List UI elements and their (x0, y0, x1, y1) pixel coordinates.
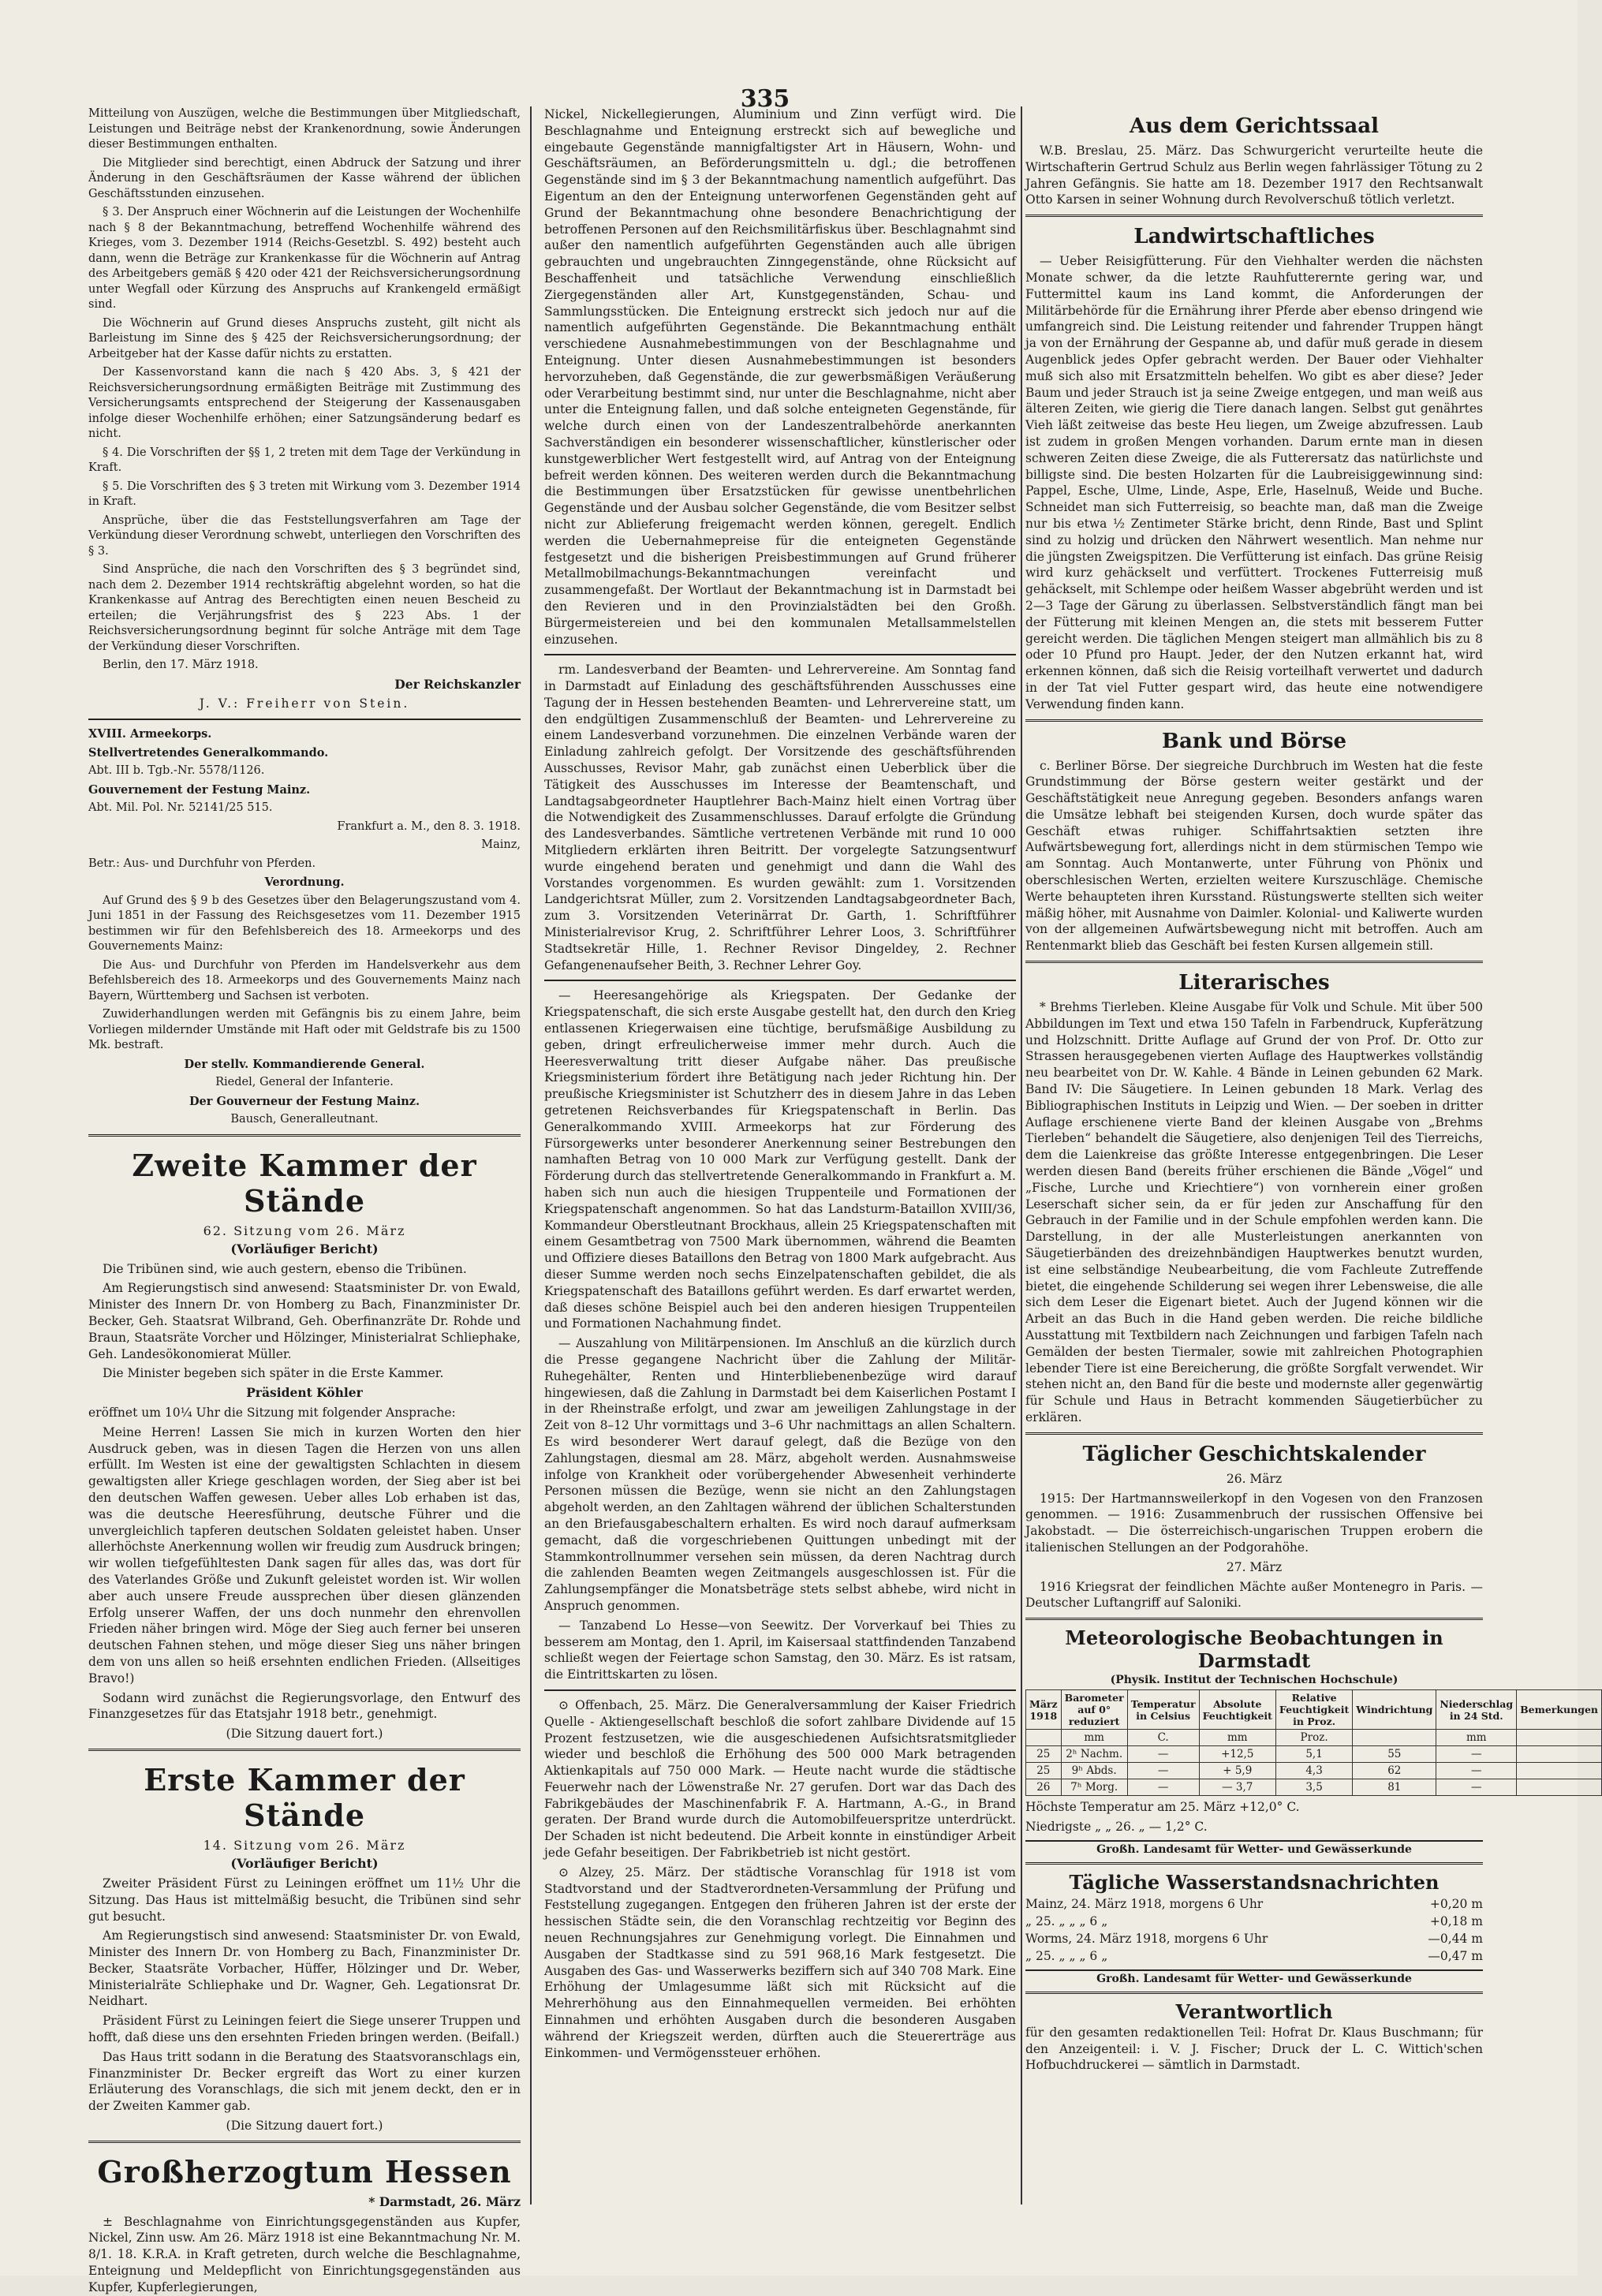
meteo-heading: Meteorologische Beobachtungen in Darmstadt (1065, 1626, 1443, 1673)
table-cell: 26 (1026, 1779, 1062, 1796)
column-left (88, 106, 521, 2294)
dateline: Frankfurt a. M., den 8. 3. 1918. (337, 819, 521, 833)
table-cell: — 3,7 (1199, 1779, 1275, 1796)
dateline: Mainz, (481, 838, 521, 852)
table-cell: +12,5 (1199, 1746, 1275, 1763)
paragraph: Präsident Fürst zu Leiningen feiert die Siege unserer Truppen und hofft, daß diese uns den ersehnten Frieden bringen werden. (Beifall.) (88, 2014, 521, 2045)
table-units-row (1026, 1730, 1602, 1746)
column-header: Barometer auf 0° reduziert (1061, 1690, 1127, 1730)
column-header: März 1918 (1026, 1690, 1062, 1730)
divider (88, 1749, 521, 1751)
column-header: Windrichtung (1353, 1690, 1436, 1730)
paragraph: Das Haus tritt sodann in die Beratung des Staatsvoranschlags ein, Finanzminister Dr. Becker ergreift das Wort zu einer kurzen Erläuterung des Voranschlags, die sich mit jenem deckt, den er in der Zweiten Kammer gab. (88, 2049, 521, 2114)
divider (1025, 1992, 1483, 1994)
wasserstand-footer: Großh. Landesamt für Wetter- und Gewässerkunde (1025, 1969, 1483, 1985)
paragraph: Sodann wird zunächst die Regierungsvorlage, den Entwurf des Finanzgesetzes für das Etatsjahr 1918 betr., genehmigt. (88, 1690, 521, 1722)
table-row (1026, 1746, 1602, 1763)
paragraph: Berlin, den 17. März 1918. (103, 659, 259, 671)
paragraph: § 3. Der Anspruch einer Wöchnerin auf die Leistungen der Wochenhilfe nach § 8 der Bekanntmachung, betreffend Wochenhilfe während des Krieges, vom 3. Dezember 1914 (Reichs-Gesetzbl. S. 492) besteht auch dann, wenn die Beträge zur Krankenkasse für die Wöchnerin auf Antrag des Arbeitgebers gemäß § 420 oder 421 der Reichsversicherungsordnung unter Wegfall oder Kürzung des Anspruchs auf Krankengeld ermäßigt sind. (88, 206, 521, 311)
table-cell (1517, 1763, 1602, 1779)
column-rule (1021, 106, 1022, 2205)
kalender-date: 27. März (1226, 1559, 1283, 1574)
corps-line: Abt. III b. Tgb.-Nr. 5578/1126. (88, 764, 265, 778)
divider (544, 1689, 1016, 1691)
paragraph: Die Minister begeben sich später in die Erste Kammer. (103, 1366, 444, 1381)
report-label: (Vorläufiger Bericht) (230, 1241, 379, 1256)
paragraph: Am Regierungstisch sind anwesend: Staatsminister Dr. von Ewald, Minister des Innern Dr. von Homberg zu Bach, Finanzminister Dr. Becker, Staatsräte Vorbacher, Hüffer, Hölzinger und Dr. Weber, Ministerialräte Schliephake und Dr. Wagner, Geh. Legationsrat Dr. Neidhart. (88, 1928, 521, 2009)
signer-title: Der Reichskanzler (394, 676, 521, 692)
divider (88, 1134, 521, 1137)
signer-name: Riedel, General der Infanterie. (215, 1076, 394, 1089)
corps-line: Stellvertretendes Generalkommando. (88, 745, 329, 760)
table-cell: 81 (1353, 1779, 1436, 1796)
wasserstand-label: „ 25. „ „ „ 6 „ (1025, 1948, 1108, 1963)
paragraph: — Ueber Reisigfütterung. Für den Viehhalter werden die nächsten Monate schwer, da die letzte Rauhfutterernte gering war, und Futtermittel kaum ins Land kommt, die Anforderungen der Militärbehörde für die Ernährung ihrer Pferde aber ebenso dringend wie umfangreich sind. Die Leistung reitender und fahrender Truppen hängt ja von der Ernährung der Gespanne ab, und dafür muß gerade in diesem Augenblick jedes Opfer gebracht werden. Der Bauer oder Viehhalter muß sich also mit Ersatzmitteln behelfen. Wo gibt es aber diese? Jeder Baum und jeder Strauch ist ja seine Zweige entgegen, und man weiß aus älteren Zeiten, wie gierig die Tiere danach langen. Selbst gut genährtes Vieh läßt zeitweise das beste Heu liegen, um Zweige abzufressen. Laub ist zudem in großen Mengen vorhanden. Darum ernte man in diesen schweren Zeiten diese Zweige, die als Futterersatz das natürlichste und billigste sind. Die besten Holzarten für die Laubreisiggewinnung sind: Pappel, Esche, Ulme, Linde, Aspe, Erle, Haselnuß, Weide und Buche. Schneidet man sich Futterreisig, so beachte man, daß man die Zweige nur bis etwa ½ Zentimeter Stärke bricht, denn Rinde, Bast und Splint sind zu holzig und drücken den Nährwert wesentlich. Man nehme nur die jüngsten Zweigspitzen. Die Verfütterung ist einfach. Das grüne Reisig wird kurz gehäckselt und verfüttert. Trockenes Futterreisig muß gehäckselt, mit Schlempe oder heißem Wasser abgebrüht werden und ist 2—3 Tage der Gärung zu überlassen. Selbstverständlich fängt man bei der Fütterung mit kleinen Mengen an, die stets mit besserem Futter gereicht werden. Die täglichen Mengen steigert man allmählich bis zu 8 oder 10 Pfund pro Haupt. Jeder, der den Nutzen erkannt hat, wird erkennen können, daß sich die Reisig vorteilhaft verwertet und dadurch in der Tat viel Futter gespart wird, das heute eine notwendigere Verwendung finden kann. (1025, 254, 1483, 711)
table-cell (1353, 1730, 1436, 1746)
table-cell (1026, 1730, 1062, 1746)
table-cell: 4,3 (1275, 1763, 1352, 1779)
table-cell: — (1127, 1763, 1199, 1779)
table-cell: — (1436, 1779, 1517, 1796)
paragraph: Die Tribünen sind, wie auch gestern, ebenso die Tribünen. (103, 1261, 467, 1276)
table-cell: — (1127, 1746, 1199, 1763)
paragraph: Der Kassenvorstand kann die nach § 420 Abs. 3, § 421 der Reichsversicherungsordnung ermäßigten Beiträge mit Zustimmung des Versicherungsamts entsprechend der Steigerung der Kassenausgaben infolge dieser Wochenhilfe erhöhen; einer Satzungsänderung bedarf es nicht. (88, 366, 521, 440)
corps-line: Gouvernement der Festung Mainz. (88, 782, 311, 797)
divider (1025, 719, 1483, 722)
table-cell: 9ʰ Abds. (1061, 1763, 1127, 1779)
paragraph: Meine Herren! Lassen Sie mich in kurzen Worten den hier Ausdruck geben, was in diesen Tagen die Herzen von uns allen erfüllt. Im Westen ist eine der gewaltigsten Schlachten in diesem gewaltigsten aller Kriege geschlagen worden, der Sieg aber ist bei den deutschen Waffen gewesen. Ueber alles Lob erhaben ist das, was die deutsche Heeresführung, deutsche Führer und die unvergleichlich tapferen deutschen Soldaten geleistet haben. Unser allerhöchste Anerkennung wollen wir freudig zum Ausdruck bringen; wir wollen tiefgefühltesten Dank sagen für alles das, was dort für des Vaterlandes Größe und Zukunft geleistet worden ist. Wir wollen aber auch unsere Freude aussprechen über diesen glänzenden Erfolg unserer Waffen, der uns doch nunmehr den ehrenvollen Frieden näher bringen wird. Möge der Sieg auch ferner bei unseren deutschen Fahnen stehen, und möge dieser Sieg uns näher bringen dem von uns allen so heiß ersehnten endlichen Frieden. (Allseitiges Bravo!) (88, 1424, 521, 1686)
table-cell: — (1127, 1779, 1199, 1796)
signer-title: Der Gouverneur der Festung Mainz. (189, 1094, 420, 1108)
wasserstand-label: Mainz, 24. März 1918, morgens 6 Uhr (1025, 1896, 1264, 1911)
meteo-subheading: (Physik. Institut der Technischen Hochschule) (1110, 1674, 1398, 1687)
table-cell: 55 (1353, 1746, 1436, 1763)
table-cell: — (1436, 1763, 1517, 1779)
divider (544, 654, 1016, 655)
paragraph: Nickel, Nickellegierungen, Aluminium und Zinn verfügt wird. Die Beschlagnahme und Enteignung erstreckt sich auf bewegliche und eingebaute Gegenstände mannigfaltigster Art in Häusern, Wohn- und Geschäftsräumen, an Beförderungsmitteln u. dgl.; die betroffenen Gegenstände sind im § 3 der Bekanntmachung namentlich aufgeführt. Das Eigentum an den der Enteignung unterworfenen Gegenständen geht auf Grund der Bekanntmachung ohne besondere Benachrichtigung der betroffenen Personen auf den Reichsmilitärfiskus über. Beschlagnahmt sind außer den namentlich aufgeführten Gegenständen auch alle übrigen gebrauchten und ungebrauchten Zinngegenstände, ohne Rücksicht auf Beschaffenheit und tatsächliche Verwendung einschließlich Ziergegenständen aller Art, Kunstgegenständen, Schau- und Sammlungsstücken. Die Enteignung erstreckt sich jedoch nur auf die namentlich aufgeführten Gegenstände. Die Bekanntmachung enthält verschiedene Ausnahmebestimmungen von der Beschlagnahme und Enteignung. Unter diesen Ausnahmebestimmungen ist besonders hervorzuheben, daß Gegenstände, die zur gewerbsmäßigen Veräußerung oder Verarbeitung bestimmt sind, nur unter die Beschlagnahme, nicht aber unter die Enteignung fallen, und daß solche enteigneten Gegenstände, für welche durch einen von der Landeszentralbehörde anerkannten Sachverständigen ein besonderer wissenschaftlicher, künstlerischer oder kunstgewerblicher Wert festgestellt wird, auf Antrag von der Enteignung befreit werden können. Des weiteren werden durch die Bekanntmachung die Bestimmungen über Ersatzstücken für gewisse unentbehrlichen Gegenstände und der Ausbau solcher Gegenstände, die vom Besitzer selbst nicht zur Ablieferung freigemacht werden können, geregelt. Endlich werden die Uebernahmepreise für die enteigneten Gegenstände festgesetzt und die bisherigen Preisbestimmungen auf Grund früherer Metallmobilmachungs-Bekanntmachungen vereinfacht und zusammengefaßt. Der Wortlaut der Bekanntmachung ist in Darmstadt bei den Revieren und in den Provinzialstädten bei den Großh. Bürgermeistereien und bei den kommunalen Metallsammelstellen einzusehen. (544, 107, 1016, 647)
wasserstand-label: „ 25. „ „ „ 6 „ (1025, 1913, 1108, 1928)
paragraph: Die Wöchnerin auf Grund dieses Anspruchs zusteht, gilt nicht als Barleistung im Sinne des § 425 der Reichsversicherungsordnung; der Arbeitgeber hat der Kasse dafür nichts zu erstatten. (88, 316, 521, 360)
meteo-footer: Großh. Landesamt für Wetter- und Gewässerkunde (1025, 1840, 1483, 1856)
paragraph: * Brehms Tierleben. Kleine Ausgabe für Volk und Schule. Mit über 500 Abbildungen im Text und etwa 150 Tafeln in Farbendruck, Kupferätzung und Holzschnitt. Dritte Auflage auf Grund der von Prof. Dr. Otto zur Strassen herausgegebenen vierten Auflage des Hauptwerkes vollständig neu bearbeitet von Dr. W. Kahle. 4 Bände in Leinen gebunden 62 Mark. Band IV: Die Säugetiere. In Leinen gebunden 18 Mark. Verlag des Bibliographischen Instituts in Leipzig und Wien. — Der soeben in dritter Auflage erschienene vierte Band der kleinen Ausgabe von „Brehms Tierleben“ behandelt die Säugetiere, also denjenigen Teil des Tierreichs, dem die Laienkreise das größte Interesse entgegenbringen. Die Leser werden diesen Band (bereits früher erschienen die Bände „Vögel“ und „Fische, Lurche und Kriechtiere“) von vornherein einer großen Leserschaft sicher sein, da er für jeden zur Anschaffung für den Gebrauch in der Familie und in der Schule empfohlen werden kann. Die Darstellung, in der alle Musterleistungen anerkannten von Säugetierbänden des dreizehnbändigen Hauptwerkes benutzt wurden, ist eine selbständige Neubearbeitung, die vom Fachleute Zutreffende bietet, die eingehende Schilderung sei wegen ihrer Lebensweise, die alle sich dem Leser die Eigenart bietet. Auch der Jugend können wir die Arbeit an das Buch in die Hand geben werden. Die reiche bildliche Ausstattung mit Textbildern nach Zeichnungen und farbigen Tafeln nach Gemälden der besten Tiermaler, sowie mit zahlreichen Photographien lebender Tiere ist eine Bereicherung, die größte Sorgfalt verwendet. Wir stehen nicht an, den Band für die beste und modernste aller gegenwärtig für Schule und Haus in Betracht kommenden Säugetierbücher zu erklären. (1025, 1000, 1483, 1424)
continuation-note: (Die Sitzung dauert fort.) (226, 1727, 383, 1742)
wasserstand-value: —0,44 m (1428, 1931, 1483, 1946)
temperature-low: Niedrigste „ „ 26. „ — 1,2° C. (1025, 1819, 1208, 1834)
corps-header (88, 726, 521, 1128)
paragraph: eröffnet um 10¼ Uhr die Sitzung mit folgender Ansprache: (88, 1405, 456, 1420)
corps-line: XVIII. Armeekorps. (88, 727, 212, 741)
signer-name: J. V.: Freiherr von Stein. (199, 696, 410, 711)
gericht-heading: Aus dem Gerichtssaal (1130, 114, 1379, 138)
report-label: (Vorläufiger Bericht) (230, 1855, 379, 1871)
column-middle (544, 106, 1016, 2236)
paragraph: — Auszahlung von Militärpensionen. Im Anschluß an die kürzlich durch die Presse gegangene Nachricht über die Zahlung der Militär-Ruhegehälter, Renten und Hinterbliebenenbezüge wird darauf hingewiesen, daß die Zahlung in Darmstadt bei dem Kaiserlichen Postamt I in der Rheinstraße erfolgt, und zwar am jeweiligen Zahlungstage in der Zeit von 8–12 Uhr vormittags und 3–6 Uhr nachmittags an allen Schaltern. Es wird besonderer Wert darauf gelegt, daß die Bezüge von den Zahlungstagen, diesmal am 28. März, abgeholt werden. Ausnahmsweise infolge von Krankheit oder vorübergehender Abwesenheit verhinderte Personen müssen die Bezüge, wenn sie nicht an den Zahlungstagen abgeholt werden, an den Zahltagen während der üblichen Schalterstunden an den Briefausgabeschaltern erhalten. Es wird noch darauf aufmerksam gemacht, daß die vorgeschriebenen Quittungen unbedingt mit der Stammkontrollnummer versehen sein müssen, da deren Nachtrag durch die zahlenden Beamten wegen Zeitmangels ausgeschlossen ist. Für die Zahlungsempfänger die Monatsbeträge stets selbst abhebe, wird nicht in Anspruch genommen. (544, 1336, 1016, 1613)
paragraph: Die Mitglieder sind berechtigt, einen Abdruck der Satzung und ihrer Änderung in den Geschäftsräumen der Kasse während der üblichen Geschäftsstunden einzusehen. (88, 156, 521, 200)
divider (1025, 215, 1483, 217)
table-header-row (1026, 1690, 1602, 1730)
paragraph: rm. Landesverband der Beamten- und Lehrervereine. Am Sonntag fand in Darmstadt auf Einladung des geschäftsführenden Ausschusses eine Tagung der in Hessen bestehenden Beamten- und Lehrervereine statt, um den endgültigen Zusammenschluß der Beamten- und Lehrervereine zu einem Landesverband vorzunehmen. Die einzelnen Verbände waren der Einladung zahlreich gefolgt. Der Vorsitzende des geschäftsführenden Ausschusses, Revisor Mahr, gab zunächst einen Ueberblick über die Tätigkeit des Ausschusses im Interesse der Beamtenschaft, und Landtagsabgeordneter Hauptlehrer Bach-Mainz hielt einen Vortrag über die Notwendigkeit des Zusammenschlusses. Darauf erfolgte die Gründung des Landesverbandes. Sämtliche vertretenen Verbände mit rund 10 000 Mitgliedern erklärten ihren Beitritt. Der vorgelegte Satzungsentwurf wurde eingehend beraten und genehmigt und dann die Wahl des Vorstandes vorgenommen. Es wurden gewählt: zum 1. Vorsitzenden Landgerichtsrat Müller, zum 2. Vorsitzenden Landtagsabgeordneter Bach, zum 3. Vorsitzenden Veterinärrat Dr. Garth, 1. Schriftführer Ministerialrevisor Krug, 2. Schriftführer Lehrer Loos, 3. Schriftführer Stadtsekretär Hille, 1. Rechner Revisor Dingeldey, 2. Rechner Gefangenenaufseher Beith, 3. Rechner Lehrer Goy. (544, 663, 1016, 973)
hessen-heading: Großherzogtum Hessen (97, 2153, 512, 2190)
table-cell: 5,1 (1275, 1746, 1352, 1763)
kalender-heading: Täglicher Geschichtskalender (1082, 1442, 1426, 1466)
verantwortlich-heading: Verantwortlich (1175, 1999, 1333, 2023)
temperature-high: Höchste Temperatur am 25. März +12,0° C. (1025, 1800, 1300, 1815)
divider (1025, 961, 1483, 963)
table-cell: 2ʰ Nachm. (1061, 1746, 1127, 1763)
kalender-date: 26. März (1226, 1471, 1283, 1486)
paragraph: 1916 Kriegsrat der feindlichen Mächte außer Montenegro in Paris. — Deutscher Luftangriff auf Saloniki. (1025, 1579, 1483, 1611)
section-heading: Verordnung. (264, 875, 345, 890)
table-cell: 62 (1353, 1763, 1436, 1779)
erste-kammer-heading: Erste Kammer der Stände (144, 1761, 465, 1833)
paragraph: Zweiter Präsident Fürst zu Leiningen eröffnet um 11½ Uhr die Sitzung. Das Haus ist mittelmäßig besucht, die Tribünen sind sehr gut besucht. (88, 1876, 521, 1924)
column-header: Bemerkungen (1517, 1690, 1602, 1730)
paragraph: c. Berliner Börse. Der siegreiche Durchbruch im Westen hat die feste Grundstimmung der Börse gestern weiter gestärkt und der Geschäftstätigkeit neue Anregung gegeben. Besonders anfangs waren die Umsätze lebhaft bei steigenden Kursen, doch wurde später das Geschäft etwas ruhiger. Schiffahrtsaktien setzten ihre Aufwärtsbewegung fort, allerdings nicht in dem stürmischen Tempo wie am Sonntag. Auch Montanwerte, unter Führung von Phönix und oberschlesischen Werten, erzielten weitere Kurszuschläge. Chemische Werte behaupteten ihren Kursstand. Rüstungswerte stellten sich weiter mäßig höher, mit Ausnahme von Daimler. Kolonial- und Kaliwerte wurden von der allgemeinen Aufwärtsbewegung nicht mit betroffen. Auch am Rentenmarkt blieb das Geschäft bei festen Kursen allgemein still. (1025, 758, 1483, 954)
paragraph: Sind Ansprüche, die nach den Vorschriften des § 3 begründet sind, nach dem 2. Dezember 1914 rechtskräftig abgelehnt worden, so hat die Krankenkasse auf Antrag des Berechtigten einen neuen Bescheid zu erteilen; die Verjährungsfrist des § 223 Abs. 1 der Reichsversicherungsordnung beginnt für solche Anträge mit dem Tage der Verkündung dieser Vorschriften. (88, 563, 521, 653)
column-header: Absolute Feuchtigkeit (1199, 1690, 1275, 1730)
column-right (1025, 106, 1599, 2236)
divider (1025, 1862, 1483, 1865)
divider (1025, 1618, 1483, 1620)
table-cell: 3,5 (1275, 1779, 1352, 1796)
paragraph: Am Regierungstisch sind anwesend: Staatsminister Dr. von Ewald, Minister des Innern Dr. von Homberg zu Bach, Finanzminister Dr. Becker, Geh. Staatsrat Wilbrand, Geh. Oberfinanzräte Dr. Rohde und Braun, Staatsräte Vorcher und Hölzinger, Ministerialrat Schliephake, Geh. Landesökonomierat Müller. (88, 1281, 521, 1361)
landwirtschaft-heading: Landwirtschaftliches (1133, 225, 1375, 249)
speaker-heading: Präsident Köhler (246, 1385, 363, 1401)
table-cell: mm (1436, 1730, 1517, 1746)
table-cell: mm (1061, 1730, 1127, 1746)
table-cell: 25 (1026, 1763, 1062, 1779)
wasserstand-value: —0,47 m (1428, 1948, 1483, 1963)
divider (88, 2141, 521, 2143)
wasserstand-value: +0,18 m (1429, 1913, 1483, 1928)
divider (544, 980, 1016, 981)
paragraph: ± Beschlagnahme von Einrichtungsgegenständen aus Kupfer, Nickel, Zinn usw. Am 26. März 1918 ist eine Bekanntmachung Nr. M. 8/1. 18. K.R.A. in Kraft getreten, durch welche die Beschlagnahme, Enteignung und Meldepflicht von Einrichtungsgegenständen aus Kupfer, Kupferlegierungen, (88, 2214, 521, 2294)
subject-line: Betr.: Aus- und Durchfuhr von Pferden. (88, 857, 316, 870)
paragraph: Zuwiderhandlungen werden mit Gefängnis bis zu einem Jahre, beim Vorliegen mildernder Umstände mit Haft oder mit Geldstrafe bis zu 1500 Mk. bestraft. (88, 1008, 521, 1052)
paragraph: ⊙ Alzey, 25. März. Der städtische Voranschlag für 1918 ist vom Stadtvorstand und der Stadtverordneten-Versammlung der Prüfung und Feststellung zugegangen. Entgegen den früheren Jahren ist der erste der hessischen Städte sein, die den Voranschlag rechtzeitig vor Beginn des neuen Rechnungsjahres zur Genehmigung vorlegt. Die Einnahmen und Ausgaben der Stadtkasse sind zu 591 968,16 Mark festgesetzt. Die Ausgaben des Gas- und Wasserwerks beziffern sich auf 340 708 Mark. Eine Erhöhung der Umlagesumme läßt sich mit Rücksicht auf die Mehrerhöhung aus den Einnahmequellen vermeiden. Bei erhöhten Einnahmen und erhöhten Ausgaben durch die besonderen Ausgaben während der Kriegszeit werden, dürften auch die Steuererträge aus Einkommen- und Vermögenssteuer erhöhen. (544, 1865, 1016, 2060)
dateline: * Darmstadt, 26. März (368, 2193, 521, 2209)
column-header: Relative Feuchtigkeit in Proz. (1275, 1690, 1352, 1730)
paragraph: — Heeresangehörige als Kriegspaten. Der Gedanke der Kriegspatenschaft, die sich erste Ausgabe gestellt hat, den durch den Krieg entlassenen Kriegerwaisen eine tüchtige, berufsmäßige Ausbildung zu geben, dringt erfreulicherweise immer mehr durch. Auch die Heeresverwaltung tritt dieser Aufgabe näher. Das preußische Kriegsministerium fördert ihre Betätigung nach jeder Richtung hin. Der preußische Kriegsminister ist Schutzherr des in diesem Jahre in das Leben getretenen Reichsverbandes für Kriegspatenschaft in Berlin. Das Generalkommando XVIII. Armeekorps hat zur Förderung des Fürsorgewerks unter besonderer Anerkennung seiner Bestrebungen den namhaften Betrag von 10 000 Mark zur Verfügung gestellt. Dank der Förderung durch das stellvertretende Generalkommando in Frankfurt a. M. haben sich nun auch die hiesigen Truppenteile und Formationen der Kriegspatenschaft angenommen. So hat das Landsturm-Bataillon XVIII/36, Kommandeur Oberstleutnant Brockhaus, allein 25 Kriegspatenschaften mit einem Gesamtbetrag von 7500 Mark übernommen, während die Beamten und Offiziere dieses Bataillons den Betrag von 1800 Mark aufgebracht. Aus dieser Summe werden noch sechs Einzelpatenschaften gebildet, die als Kriegspatenschaft des Bataillons geführt werden. Es darf erwartet werden, daß dieses schöne Beispiel auch bei den anderen hiesigen Truppenteilen und Formationen Nachahmung findet. (544, 988, 1016, 1331)
paragraph: Die Aus- und Durchfuhr von Pferden im Handelsverkehr aus dem Befehlsbereich des 18. Armeekorps und des Gouvernements Mainz nach Bayern, Württemberg und Sachsen ist verboten. (88, 958, 521, 1002)
wasserstand-row (1025, 1947, 1483, 1965)
column-header: Niederschlag in 24 Std. (1436, 1690, 1517, 1730)
imprint-text: für den gesamten redaktionellen Teil: Hofrat Dr. Klaus Buschmann; für den Anzeigenteil: i. V. J. Fischer; Druck der L. C. Wittich'schen Hofbuchdruckerei — sämtlich in Darmstadt. (1025, 2025, 1483, 2073)
signer-name: Bausch, Generalleutnant. (230, 1113, 379, 1126)
wasserstand-label: Worms, 24. März 1918, morgens 6 Uhr (1025, 1931, 1268, 1946)
divider (1025, 1432, 1483, 1435)
wasserstand-row (1025, 1895, 1483, 1913)
paragraph: Ansprüche, über die das Feststellungsverfahren am Tage der Verkündung dieser Verordnung schwebt, unterliegen den Vorschriften des § 3. (88, 513, 521, 558)
paragraph: ⊙ Offenbach, 25. März. Die Generalversammlung der Kaiser Friedrich Quelle - Aktiengesellschaft beschloß die sofort zahlbare Dividende auf 15 Prozent festzusetzen, wie die ausgeschiedenen Aufsichtsratsmitglieder wieder und beschloß die Erhöhung des 500 000 Mark betragenden Aktienkapitals auf 750 000 Mark. — Heute nacht wurde die städtische Feuerwehr nach der Löwenstraße Nr. 27 gerufen. Dort war das Dach des Fabrikgebäudes der Maschinenfabrik F. A. Hartmann, A.-G., in Brand geraten. Der Brand wurde durch die Automobilfeuerspritze unterdrückt. Der Schaden ist nicht bedeutend. Die Arbeit konnte in einstündiger Arbeit jede Gefahr beseitigen. Der Fabrikbetrieb ist nicht gestört. (544, 1697, 1016, 1861)
table-cell: C. (1127, 1730, 1199, 1746)
paragraph: Mitteilung von Auszügen, welche die Bestimmungen über Mitgliedschaft, Leistungen und Beiträge nebst der Krankenordnung, sowie Änderungen dieser Bestimmungen enthalten. (88, 107, 521, 151)
table-cell (1517, 1779, 1602, 1796)
session-line: 14. Sitzung vom 26. März (203, 1837, 406, 1853)
meteo-table (1025, 1689, 1602, 1796)
paragraph: 1915: Der Hartmannsweilerkopf in den Vogesen von den Franzosen genommen. — 1916: Zusammenbruch der russischen Offensive bei Jakobstadt. — Die österreichisch-ungarischen Truppen erobern die italienischen Stellungen an der Podgorahöhe. (1025, 1491, 1483, 1555)
session-line: 62. Sitzung vom 26. März (203, 1223, 406, 1238)
wasserstand-value: +0,20 m (1429, 1896, 1483, 1911)
table-cell: 25 (1026, 1746, 1062, 1763)
wasserstand-heading: Tägliche Wasserstandsnachrichten (1069, 1870, 1440, 1894)
paragraph: — Tanzabend Lo Hesse—von Seewitz. Der Vorverkauf bei Thies zu besserem am Montag, den 1. April, im Kaisersaal stattfindenden Tanzabend schließt wegen der Feiertage schon Samstag, den 30. März. Es ist ratsam, die Eintrittskarten zu lösen. (544, 1618, 1016, 1682)
paragraph: Auf Grund des § 9 b des Gesetzes über den Belagerungszustand vom 4. Juni 1851 in der Fassung des Reichsgesetzes vom 11. Dezember 1915 bestimmen wir für den Befehlsbereich des 18. Armeekorps und des Gouvernements Mainz: (88, 894, 521, 954)
table-cell (1517, 1746, 1602, 1763)
table-cell: — (1436, 1746, 1517, 1763)
page-number: 335 (740, 85, 790, 113)
corps-line: Abt. Mil. Pol. Nr. 52141/25 515. (88, 801, 273, 815)
table-row (1026, 1763, 1602, 1779)
wasserstand-row (1025, 1913, 1483, 1930)
column-header: Temperatur in Celsius (1127, 1690, 1199, 1730)
table-cell: mm (1199, 1730, 1275, 1746)
paragraph: W.B. Breslau, 25. März. Das Schwurgericht verurteilte heute die Wirtschafterin Gertrud Schulz aus Berlin wegen fahrlässiger Tötung zu 2 Jahren Gefängnis. Sie hatte am 18. Dezember 1917 den Rechtsanwalt Otto Karsen in seiner Wohnung durch Revolverschuß tötlich verletzt. (1025, 144, 1483, 207)
table-cell: Proz. (1275, 1730, 1352, 1746)
wasserstand-row (1025, 1930, 1483, 1947)
signer-title: Der stellv. Kommandierende General. (184, 1057, 425, 1071)
continuation-note: (Die Sitzung dauert fort.) (226, 2119, 383, 2134)
table-row (1026, 1779, 1602, 1796)
zweite-kammer-heading: Zweite Kammer der Stände (132, 1147, 477, 1219)
table-cell (1517, 1730, 1602, 1746)
paragraph: § 4. Die Vorschriften der §§ 1, 2 treten mit dem Tage der Verkündung in Kraft. (88, 446, 521, 474)
paragraph: § 5. Die Vorschriften des § 3 treten mit Wirkung vom 3. Dezember 1914 in Kraft. (88, 480, 521, 508)
divider (88, 719, 521, 720)
table-cell: 7ʰ Morg. (1061, 1779, 1127, 1796)
wochenhilfe-text (88, 106, 521, 674)
column-rule (530, 106, 532, 2205)
literarisches-heading: Literarisches (1178, 971, 1330, 995)
table-cell: + 5,9 (1199, 1763, 1275, 1779)
bank-heading: Bank und Börse (1161, 729, 1347, 753)
